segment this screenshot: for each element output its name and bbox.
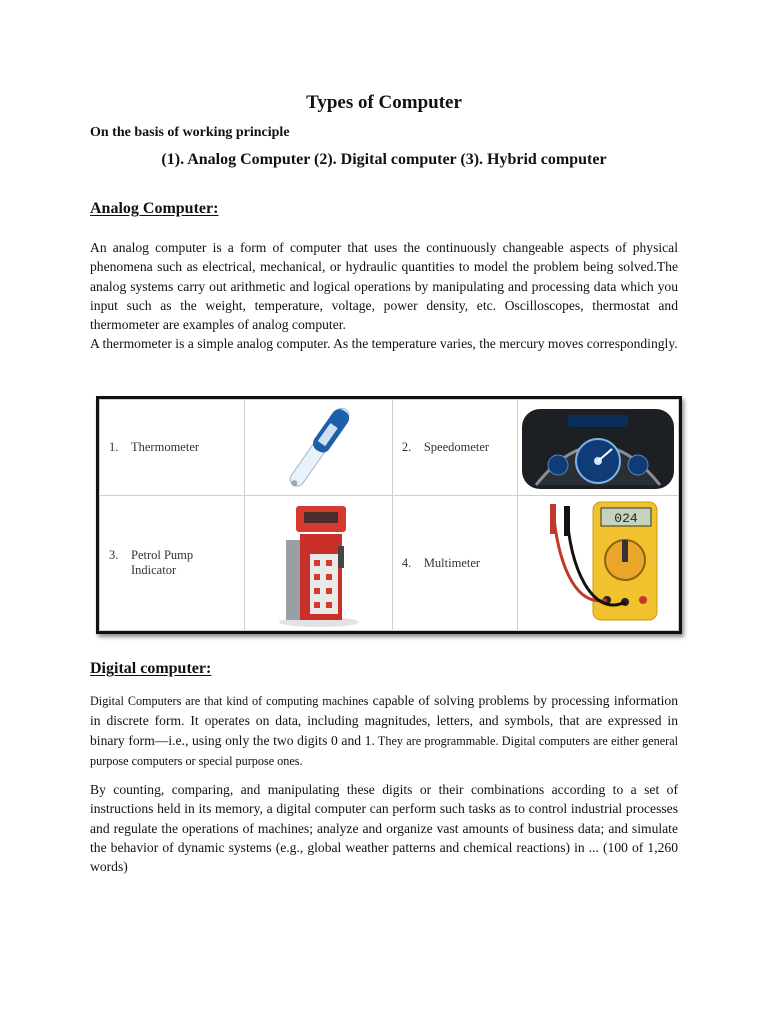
multimeter-image xyxy=(518,496,679,631)
speedometer-icon xyxy=(518,403,678,493)
example-label-petrol-pump: 3. Petrol Pump Indicator xyxy=(100,496,245,631)
analog-paragraph-1: An analog computer is a form of computer that uses the continuously changeable aspects of physical phenomena such as electrical, mechanical, or hydraulic quantities to model the problem being solved.The analog systems carry out arithmetic and logical operations by manipulating and processing data which you input such as the weight, temperature, voltage, power density, etc. Oscilloscopes, thermostat and thermometer are examples of analog computer. xyxy=(90,240,678,333)
speedometer-image xyxy=(518,400,679,496)
example-label-thermometer: 1. Thermometer xyxy=(100,400,245,496)
analog-examples-table xyxy=(96,396,682,634)
example-label-multimeter: 4. Multimeter xyxy=(392,496,517,631)
basis-subtitle: On the basis of working principle xyxy=(90,125,290,140)
analog-paragraph-2: A thermometer is a simple analog computer. As the temperature varies, the mercury moves correspondingly. xyxy=(90,336,678,352)
page-title: Types of Computer xyxy=(306,92,462,113)
digital-heading: Digital computer: xyxy=(90,660,212,677)
example-label-speedometer: 2. Speedometer xyxy=(392,400,517,496)
analog-heading: Analog Computer: xyxy=(90,200,219,217)
petrol-pump-image xyxy=(245,496,392,631)
digital-paragraph-1: Digital Computers are that kind of computing machines capable of solving problems by processing information in discrete form. It operates on data, including magnitudes, letters, and symbols, that are expressed in binary form—i.e., using only the two digits 0 and 1. They are programmable. Digital computers are either general purpose computers or special purpose ones. xyxy=(90,693,679,768)
analog-description xyxy=(90,238,678,354)
thermometer-image xyxy=(245,400,392,496)
types-list-line: (1). Analog Computer (2). Digital computer (3). Hybrid computer xyxy=(161,151,607,168)
multimeter-icon xyxy=(523,498,673,628)
digital-description xyxy=(90,691,678,877)
petrol-pump-icon xyxy=(274,498,364,628)
multimeter-display: 024 xyxy=(614,511,638,526)
digital-paragraph-2: By counting, comparing, and manipulating these digits or their combinations according to a set of instructions held in its memory, a digital computer can perform such tasks as to control industrial processes and regulate the operations of machines; analyze and organize vast amounts of business data; and simulate the behavior of dynamic systems (e.g., global weather patterns and chemical reactions) in ... (100 of 1,260 words) xyxy=(90,782,678,875)
thermometer-icon xyxy=(264,403,374,493)
